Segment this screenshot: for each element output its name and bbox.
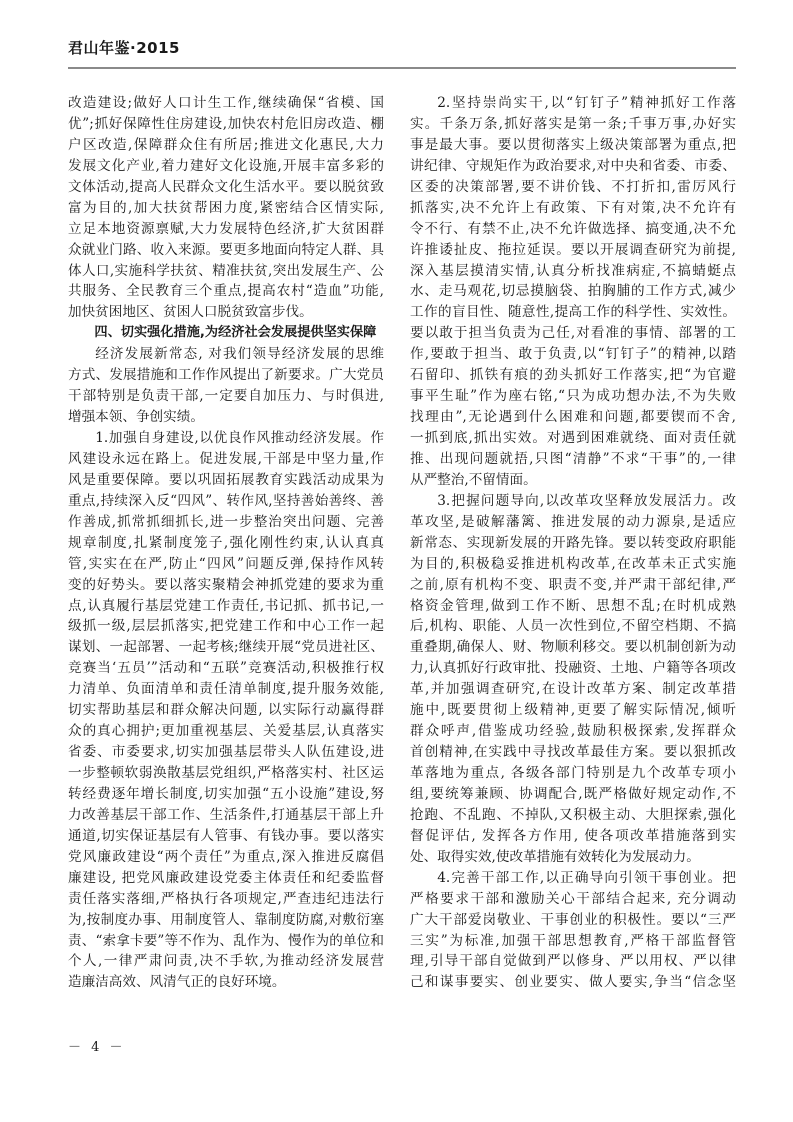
text-line: 施中,既要贯彻上级精神,更要了解实际情况,倾听 — [410, 702, 736, 719]
right-text-column — [410, 93, 736, 993]
text-line: 找理由”,无论遇到什么困难和问题,都要锲而不舍, — [410, 409, 736, 426]
text-line: 抢跑、不乱跑、不掉队,又积极主动、大胆探索,强化 — [410, 806, 736, 823]
text-line: 格资金管理,做到工作不断、思想不乱;在时机成熟 — [410, 597, 736, 614]
left-text-column — [68, 93, 384, 993]
text-line: 变的好势头。要以落实聚精会神抓党建的要求为重 — [68, 576, 384, 593]
paragraph — [410, 93, 736, 491]
text-line: 增强本领、争创实绩。 — [68, 409, 204, 426]
text-line: 首创精神,在实践中寻找改革最佳方案。要以狠抓改 — [410, 744, 736, 761]
heading-line: 四、切实强化措施,为经济社会发展提供坚实保障 — [94, 325, 377, 341]
text-line: 力,认真抓好行政审批、投融资、土地、户籍等各项改 — [410, 660, 736, 677]
text-line: 竞赛当‘五员’”活动和“五联”竞赛活动,积极推行权 — [68, 660, 384, 677]
text-line: 革,并加强调查研究,在设计改革方案、制定改革措 — [410, 681, 736, 698]
text-line: 作,要敢于担当、敢于负责,以“钉钉子”的精神,以踏 — [410, 346, 736, 363]
text-line: 令不行、有禁不止,决不允许做选择、搞变通,决不允 — [410, 220, 736, 237]
text-line: 力改善基层干部工作、生活条件,打通基层干部上升 — [68, 806, 384, 823]
text-line: 事平生耻”作为座右铭,“只为成功想办法,不为失败 — [410, 388, 736, 405]
text-line: 水、走马观花,切忌摸脑袋、拍胸脯的工作方式,减少 — [410, 283, 736, 300]
text-line: 要以敢于担当负责为己任,对看准的事情、部署的工 — [410, 325, 736, 342]
header-rule — [68, 67, 736, 69]
text-line: 新常态、实现新发展的开路先锋。要以转变政府职能 — [410, 534, 736, 551]
text-line: 责、“索拿卡要”等不作为、乱作为、慢作为的单位和 — [68, 932, 384, 949]
text-line: 严格要求干部和激励关心干部结合起来, 充分调动 — [410, 890, 736, 907]
text-line: 立足本地资源禀赋,大力发展特色经济,扩大贫困群 — [68, 220, 384, 237]
text-line: 一步整顿软弱涣散基层党组织,严格落实村、社区运 — [68, 765, 384, 781]
text-line: 加快贫困地区、贫困人口脱贫致富步伐。 — [68, 304, 313, 321]
text-line: 重叠期,确保人、财、物顺利移交。要以机制创新为动 — [410, 639, 736, 656]
paragraph — [68, 93, 384, 323]
text-line: 广大干部爱岗敬业、干事创业的积极性。要以“三严 — [410, 911, 736, 928]
text-line: 许推诿扯皮、拖拉延误。要以开展调查研究为前提, — [410, 241, 736, 258]
text-line: 干部特别是负责干部,一定要自加压力、与时俱进, — [68, 388, 384, 405]
text-line: 己和谋事要实、创业要实、做人要实,争当“信念坚 — [410, 974, 736, 991]
text-line: 4.完善干部工作,以正确导向引领干事创业。把 — [437, 869, 736, 886]
text-line: 抓落实,决不允许上有政策、下有对策,决不允许有 — [410, 199, 736, 216]
text-line: 区委的决策部署,要不讲价钱、不打折扣,雷厉风行 — [410, 178, 736, 195]
text-line: 风是重要保障。要以巩固拓展教育实践活动成果为 — [68, 471, 384, 488]
text-line: 之前,原有机构不变、职责不变,并严肃干部纪律,严 — [410, 576, 736, 593]
text-line: 处、取得实效,使改革措施有效转化为发展动力。 — [410, 848, 700, 865]
text-line: 3.把握问题导向,以改革攻坚释放发展活力。改 — [437, 492, 736, 509]
text-line: 深入基层摸清实情,认真分析找准病症,不搞蜻蜓点 — [410, 262, 736, 279]
text-line: 造廉洁高效、风清气正的良好环境。 — [68, 974, 286, 991]
text-line: 重点,持续深入反“四风”、转作风,坚持善始善终、善 — [68, 492, 384, 509]
text-line: 工作的盲目性、随意性,提高工作的科学性、实效性。 — [410, 304, 736, 321]
text-line: 革落地为重点, 各级各部门特别是九个改革专项小 — [410, 765, 736, 781]
text-line: 理,引导干部自觉做到严以修身、严以用权、严以律 — [410, 953, 736, 970]
text-line: 体人口,实施科学扶贫、精准扶贫,突出发展生产、公 — [68, 262, 384, 279]
text-line: 方式、发展措施和工作作风提出了新要求。广大党员 — [68, 367, 384, 384]
text-line: 管,实实在在严,防止“四风”问题反弹,保持作风转 — [68, 555, 384, 572]
text-line: 革攻坚,是破解藩篱、推进发展的动力源泉,是适应 — [410, 513, 736, 530]
text-line: 众就业门路、收入来源。要更多地面向特定人群、具 — [68, 241, 384, 258]
text-line: 级抓一级,层层抓落实,把党建工作和中心工作一起 — [68, 618, 384, 635]
text-line: 众的真心拥护;更加重视基层、关爱基层,认真落实 — [68, 723, 384, 740]
text-line: 力清单、负面清单和责任清单制度,提升服务效能, — [68, 681, 384, 698]
text-line: 作善成,抓常抓细抓长,进一步整治突出问题、完善 — [68, 513, 384, 530]
text-line: 优”;抓好保障性住房建设,加快农村危旧房改造、棚 — [68, 115, 384, 132]
text-line: 组,要统筹兼顾、协调配合,既严格做好规定动作,不 — [410, 785, 736, 802]
text-line: 经济发展新常态, 对我们领导经济发展的思维 — [95, 346, 384, 363]
text-line: 户区改造,保障群众住有所居;推进文化惠民,大力 — [68, 136, 384, 153]
text-line: 文体活动,提高人民群众文化生活水平。要以脱贫致 — [68, 178, 384, 195]
text-line: 事是最大事。要以贯彻落实上级决策部署为重点,把 — [410, 136, 736, 153]
text-line: 责任落实落细,严格执行各项规定,严查违纪违法行 — [68, 890, 384, 907]
paragraph — [68, 428, 384, 993]
running-header-title: 君山年鉴·2015 — [68, 39, 180, 57]
page-number: － 4 － — [68, 1040, 126, 1055]
text-line: 风建设永远在路上。促进发展,干部是中坚力量,作 — [68, 450, 384, 467]
text-line: 通道,切实保证基层有人管事、有钱办事。要以落实 — [68, 827, 384, 844]
text-line: 2.坚持崇尚实干,以“钉钉子”精神抓好工作落 — [437, 95, 736, 111]
text-line: 后,机构、职能、人员一次性到位,不留空档期、不搞 — [410, 618, 736, 635]
text-line: 改造建设;做好人口计生工作,继续确保“省模、国 — [68, 95, 384, 111]
text-line: 一抓到底,抓出实效。对遇到困难就绕、面对责任就 — [410, 430, 736, 446]
text-line: 富为目的,加大扶贫帮困力度,紧密结合区情实际, — [68, 199, 384, 216]
paragraph — [68, 344, 384, 428]
text-line: 群众呼声,借鉴成功经验,鼓励积极探索,发挥群众 — [410, 723, 736, 740]
text-line: 点,认真履行基层党建工作责任,书记抓、抓书记,一 — [68, 597, 384, 614]
text-line: 发展文化产业,着力建好文化设施,开展丰富多彩的 — [68, 157, 384, 174]
text-line: 从严整治,不留情面。 — [410, 471, 537, 488]
text-line: 督促评估, 发挥各方作用, 使各项改革措施落到实 — [410, 827, 736, 844]
paragraph — [410, 868, 736, 994]
text-line: 规章制度,扎紧制度笼子,强化刚性约束,认认真真 — [68, 534, 384, 551]
text-line: 为,按制度办事、用制度管人、靠制度防腐,对敷衍塞 — [68, 911, 384, 928]
text-line: 实。千条万条,抓好落实是第一条;千事万事,办好实 — [410, 115, 736, 132]
text-line: 三实”为标准,加强干部思想教育,严格干部监督管 — [410, 932, 736, 949]
paragraph — [410, 491, 736, 868]
text-line: 推、出现问题就捂,只图“清静”不求“干事”的,一律 — [410, 450, 736, 467]
text-line: 为目的,积极稳妥推进机构改革,在改革未正式实施 — [410, 555, 736, 572]
text-line: 转经费逐年增长制度,切实加强“五小设施”建设,努 — [68, 785, 384, 802]
text-line: 共服务、全民教育三个重点,提高农村“造血”功能, — [68, 283, 384, 300]
section-heading — [68, 323, 384, 344]
text-line: 1.加强自身建设,以优良作风推动经济发展。作 — [95, 430, 384, 446]
text-line: 廉建设, 把党风廉政建设党委主体责任和纪委监督 — [68, 869, 384, 886]
text-line: 个人,一律严肃问责,决不手软,为推动经济发展营 — [68, 953, 384, 970]
text-line: 石留印、抓铁有痕的劲头抓好工作落实,把“为官避 — [410, 367, 736, 384]
text-line: 省委、市委要求,切实加强基层带头人队伍建设,进 — [68, 744, 384, 761]
text-line: 讲纪律、守规矩作为政治要求,对中央和省委、市委、 — [410, 157, 736, 174]
text-line: 切实帮助基层和群众解决问题, 以实际行动赢得群 — [68, 702, 384, 719]
text-line: 党风廉政建设“两个责任”为重点,深入推进反腐倡 — [68, 848, 384, 865]
text-line: 谋划、一起部署、一起考核;继续开展“党员进社区、 — [68, 639, 384, 656]
